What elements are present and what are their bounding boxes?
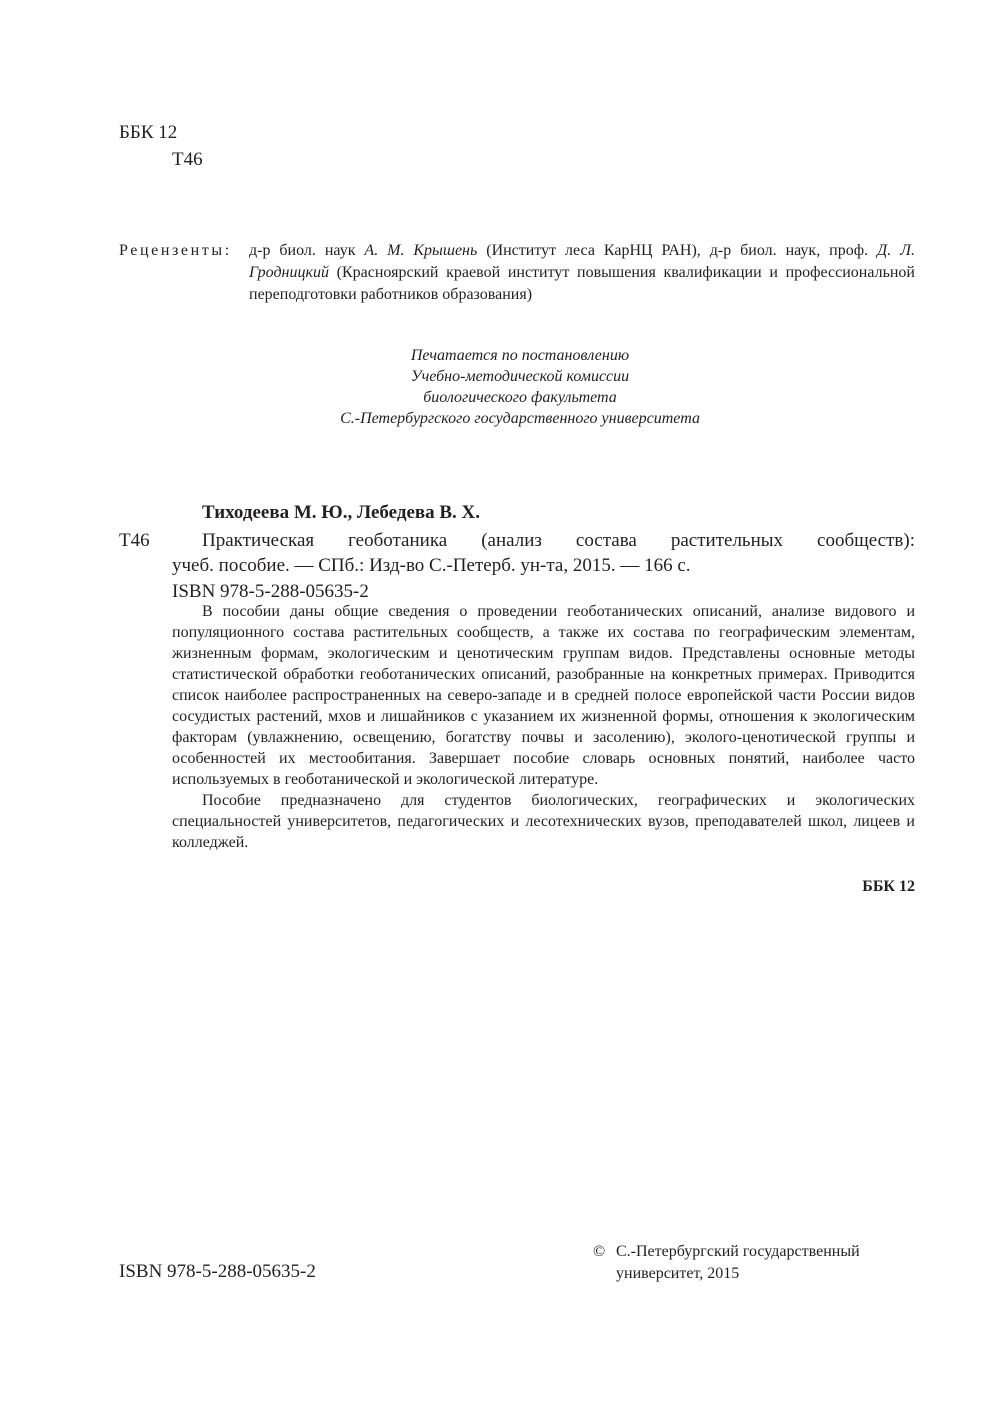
reviewer-affiliation-1: (Институт леса КарНЦ РАН), д-р биол. наук, проф. — [486, 242, 869, 259]
book-title — [172, 528, 915, 578]
reviewers-label: Рецензенты: — [119, 242, 232, 259]
book-cutter: Т46 — [119, 530, 150, 551]
reviewer-name-1: А. М. Крышень — [364, 242, 478, 259]
reviewers-text — [249, 240, 915, 306]
footer-isbn: ISBN 978-5-288-05635-2 — [119, 1261, 316, 1282]
reviewer-name-2: Д. Л. Гродницкий — [249, 242, 916, 281]
copyright-year: университет, 2015 — [616, 1265, 740, 1282]
copyright-icon: © — [593, 1243, 606, 1260]
imprint-line: С.-Петербургского государственного университета — [340, 410, 700, 427]
bbk-code-right: ББК 12 — [862, 878, 915, 895]
reviewer-affiliation-2: (Красноярский краевой институт повышения квалификации и профессиональной переподготовки работников образования) — [249, 264, 915, 303]
book-authors: Тиходеева М. Ю., Лебедева В. Х. — [202, 502, 481, 523]
imprint-line: биологического факультета — [423, 389, 617, 406]
book-isbn: ISBN 978-5-288-05635-2 — [172, 581, 369, 602]
imprint-statement — [300, 345, 740, 429]
cutter-number: Т46 — [172, 149, 203, 170]
book-title-line-2: учеб. пособие. — СПб.: Изд-во С.-Петерб. ун-та, 2015. — 166 с. — [172, 555, 691, 576]
imprint-line: Печатается по постановлению — [410, 347, 630, 364]
copyright-holder: С.-Петербургский государственный — [616, 1243, 860, 1260]
abstract — [172, 601, 915, 853]
copyright-notice — [593, 1241, 860, 1285]
abstract-paragraph-1: В пособии даны общие сведения о проведении геоботанических описаний, анализе видового и популяционного состава растительных сообществ, а также их состава по географическим элементам, жизненным формам, экологическим и ценотическим группам видов. Представлены основные методы статистической обработки геоботанических описаний, разобранные на конкретных примерах. Приводится список наиболее распространенных на северо-западе и в средней полосе европейской части России видов сосудистых растений, мхов и лишайников с указанием их жизненной формы, отношения к экологическим факторам (увлажнению, освещению, богатству почвы и засолению), эколого-ценотической группы и особенностей их местообитания. Завершает пособие словарь основных понятий, наиболее часто используемых в геоботанической и экологической литературе. — [172, 603, 915, 788]
bbk-code: ББК 12 — [119, 122, 178, 143]
book-title-line-1: Практическая геоботаника (анализ состава растительных сообществ): — [202, 530, 915, 551]
reviewer-degree-1: д-р биол. наук — [249, 242, 356, 259]
imprint-line: Учебно-методической комиссии — [410, 368, 630, 385]
abstract-paragraph-2: Пособие предназначено для студентов биологических, географических и экологических специальностей университетов, педагогических и лесотехнических вузов, преподавателей школ, лицеев и колледжей. — [172, 792, 915, 851]
